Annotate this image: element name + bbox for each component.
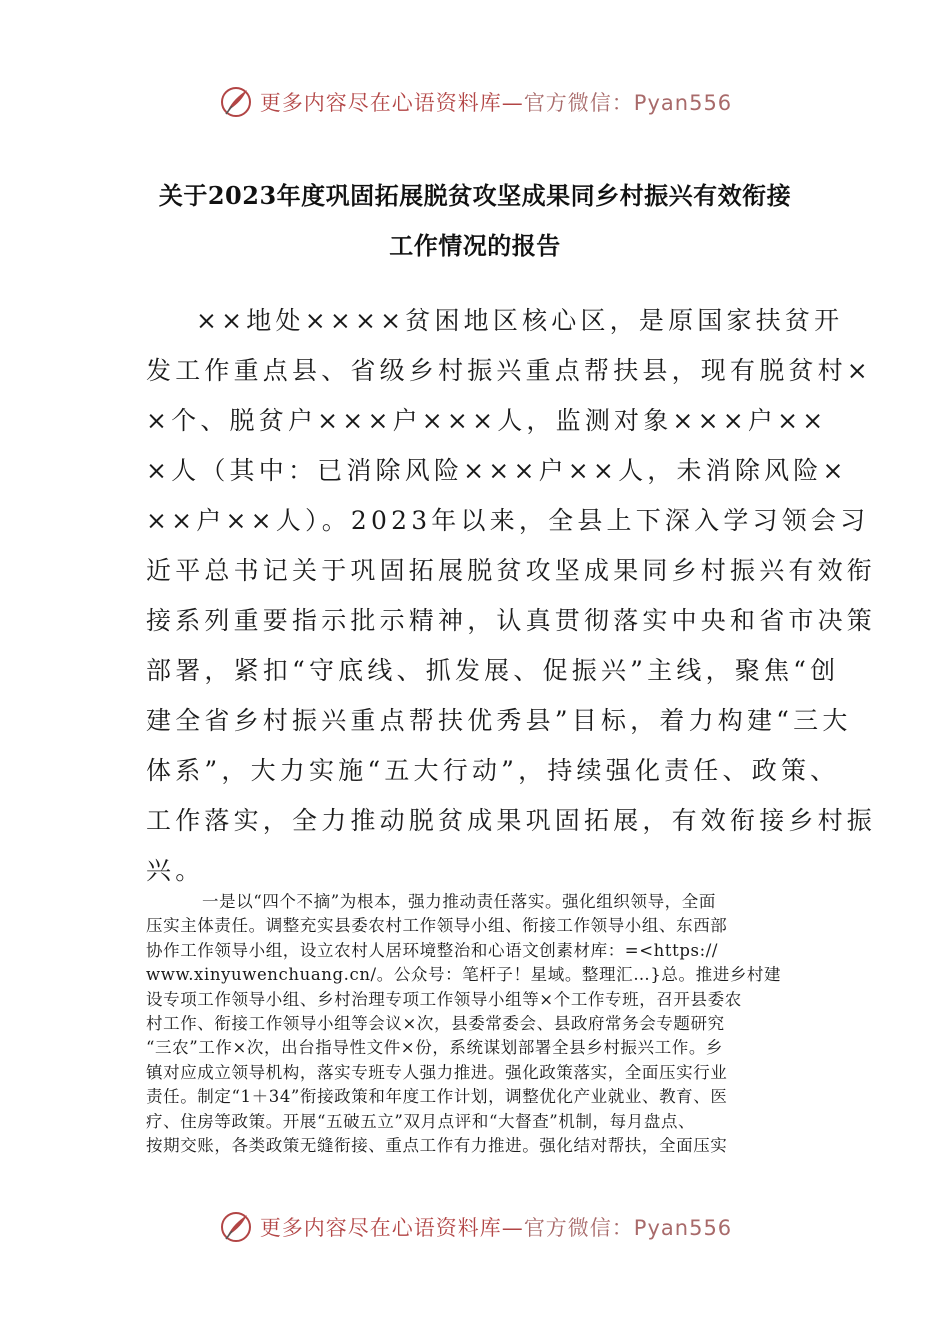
text-line: 建全省乡村振兴重点帮扶优秀县”目标，着力构建“三大 — [146, 706, 852, 735]
text-line: 一是以“四个不摘”为根本，强力推动责任落实。强化组织领导，全面 — [202, 892, 716, 911]
banner-wechat-text: 官方微信：Pyan556 — [523, 91, 733, 115]
text-line: 压实主体责任。调整充实县委农村工作领导小组、衔接工作领导小组、东西部 — [146, 916, 728, 936]
text-line: 镇对应成立领导机构，落实专班专人强力推进。强化政策落实，全面压实行业 — [146, 1062, 728, 1082]
text-line: “三农”工作×次，出台指导性文件×份，系统谋划部署全县乡村振兴工作。乡 — [146, 1038, 724, 1058]
banner-text — [260, 87, 732, 117]
document-title-line-2: 工作情况的报告 — [389, 231, 561, 260]
text-line: 部署，紧扣“守底线、抓发展、促振兴”主线，聚焦“创 — [146, 656, 840, 685]
text-line: 近平总书记关于巩固拓展脱贫攻坚成果同乡村振兴有效衔 — [146, 556, 877, 585]
text-line: 责任。制定“1＋34”衔接政策和年度工作计划，调整优化产业就业、教育、医 — [146, 1087, 728, 1107]
text-line: 兴。 — [146, 856, 205, 885]
banner-text — [260, 1212, 732, 1242]
text-line: ××地处××××贫困地区核心区，是原国家扶贫开 — [196, 306, 844, 335]
text-line: ×个、脱贫户×××户×××人，监测对象×××户×× — [146, 406, 828, 435]
text-line: 接系列重要指示批示精神，认真贯彻落实中央和省市决策 — [146, 606, 877, 635]
text-line: 发工作重点县、省级乡村振兴重点帮扶县，现有脱贫村× — [146, 356, 872, 385]
text-line: 村工作、衔接工作领导小组等会议×次，县委常委会、县政府常务会专题研究 — [146, 1013, 725, 1033]
banner-library-text: 更多内容尽在心语资料库— — [259, 1216, 524, 1240]
text-line: 疗、住房等政策。开展“五破五立”双月点评和“大督查”机制，每月盘点、 — [146, 1111, 696, 1131]
text-line: 协作工作领导小组，设立农村人居环境整治和心语文创素材库：=<https:// — [146, 940, 719, 960]
text-line: 体系”，大力实施“五大行动”，持续强化责任、政策、 — [146, 756, 840, 785]
text-line: 按期交账，各类政策无缝衔接、重点工作有力推进。强化结对帮扶，全面压实 — [146, 1135, 728, 1155]
section-1-paragraph — [146, 890, 806, 1158]
header-watermark-banner — [0, 82, 950, 122]
footer-watermark-banner — [0, 1207, 950, 1247]
text-line: www.xinyuwenchuang.cn/。公众号：笔杆子！星域。整理汇…}总。推进乡村建 — [146, 965, 782, 985]
document-title-line-1: 关于2023年度巩固拓展脱贫攻坚成果同乡村振兴有效衔接 — [158, 181, 792, 210]
text-line: ×人（其中：已消除风险×××户××人，未消除风险× — [146, 456, 848, 485]
banner-wechat-text: 官方微信：Pyan556 — [523, 1216, 733, 1240]
quill-pen-circle-icon — [218, 1209, 254, 1245]
text-line: ××户××人）。2023年以来，全县上下深入学习领会习 — [146, 506, 870, 535]
intro-paragraph — [146, 296, 877, 896]
quill-pen-circle-icon — [218, 84, 254, 120]
text-line: 设专项工作领导小组、乡村治理专项工作领导小组等×个工作专班，召开县委农 — [146, 989, 742, 1009]
banner-library-text: 更多内容尽在心语资料库— — [259, 91, 524, 115]
text-line: 工作落实，全力推动脱贫成果巩固拓展，有效衔接乡村振 — [146, 806, 877, 835]
